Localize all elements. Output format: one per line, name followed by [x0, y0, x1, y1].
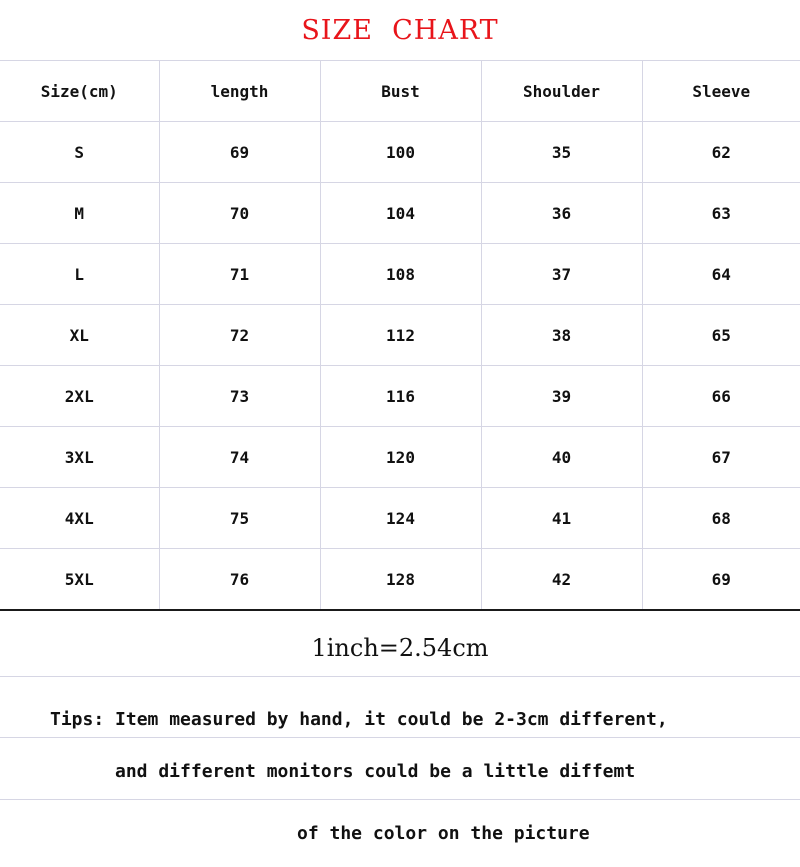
cell-sleeve: 65 — [642, 305, 800, 366]
cell-shoulder: 37 — [481, 244, 642, 305]
cell-bust: 108 — [320, 244, 481, 305]
cell-size: 2XL — [0, 366, 159, 427]
cell-bust: 128 — [320, 549, 481, 611]
table-row — [0, 122, 800, 183]
cell-size: 3XL — [0, 427, 159, 488]
tip-line-1: Tips: Item measured by hand, it could be 2-3cm different, — [0, 677, 800, 738]
cell-sleeve: 68 — [642, 488, 800, 549]
cell-size: M — [0, 183, 159, 244]
cell-bust: 112 — [320, 305, 481, 366]
cell-length: 76 — [159, 549, 320, 611]
chart-title: SIZE CHART — [301, 15, 499, 46]
cell-shoulder: 38 — [481, 305, 642, 366]
cell-sleeve: 66 — [642, 366, 800, 427]
tip-line-2: and different monitors could be a little diffemt — [0, 739, 800, 800]
size-table — [0, 60, 800, 611]
cell-length: 74 — [159, 427, 320, 488]
header-bust: Bust — [320, 61, 481, 122]
inch-conversion: 1inch=2.54cm — [0, 615, 800, 677]
cell-length: 70 — [159, 183, 320, 244]
header-length: length — [159, 61, 320, 122]
table-row — [0, 183, 800, 244]
cell-size: S — [0, 122, 159, 183]
cell-shoulder: 35 — [481, 122, 642, 183]
cell-length: 72 — [159, 305, 320, 366]
cell-bust: 104 — [320, 183, 481, 244]
header-row — [0, 61, 800, 122]
table-row — [0, 366, 800, 427]
cell-length: 71 — [159, 244, 320, 305]
cell-length: 75 — [159, 488, 320, 549]
table-row — [0, 244, 800, 305]
table-row — [0, 305, 800, 366]
cell-sleeve: 62 — [642, 122, 800, 183]
cell-size: 4XL — [0, 488, 159, 549]
cell-bust: 120 — [320, 427, 481, 488]
cell-shoulder: 42 — [481, 549, 642, 611]
cell-sleeve: 64 — [642, 244, 800, 305]
cell-size: 5XL — [0, 549, 159, 611]
cell-size: L — [0, 244, 159, 305]
tip-line-3: of the color on the picture — [297, 823, 590, 844]
cell-length: 73 — [159, 366, 320, 427]
cell-shoulder: 40 — [481, 427, 642, 488]
cell-sleeve: 67 — [642, 427, 800, 488]
cell-length: 69 — [159, 122, 320, 183]
cell-bust: 124 — [320, 488, 481, 549]
cell-shoulder: 39 — [481, 366, 642, 427]
cell-size: XL — [0, 305, 159, 366]
header-shoulder: Shoulder — [481, 61, 642, 122]
header-size: Size(cm) — [0, 61, 159, 122]
table-row — [0, 549, 800, 611]
cell-shoulder: 36 — [481, 183, 642, 244]
cell-shoulder: 41 — [481, 488, 642, 549]
cell-bust: 116 — [320, 366, 481, 427]
cell-sleeve: 69 — [642, 549, 800, 611]
cell-sleeve: 63 — [642, 183, 800, 244]
header-sleeve: Sleeve — [642, 61, 800, 122]
table-row — [0, 427, 800, 488]
cell-bust: 100 — [320, 122, 481, 183]
table-row — [0, 488, 800, 549]
